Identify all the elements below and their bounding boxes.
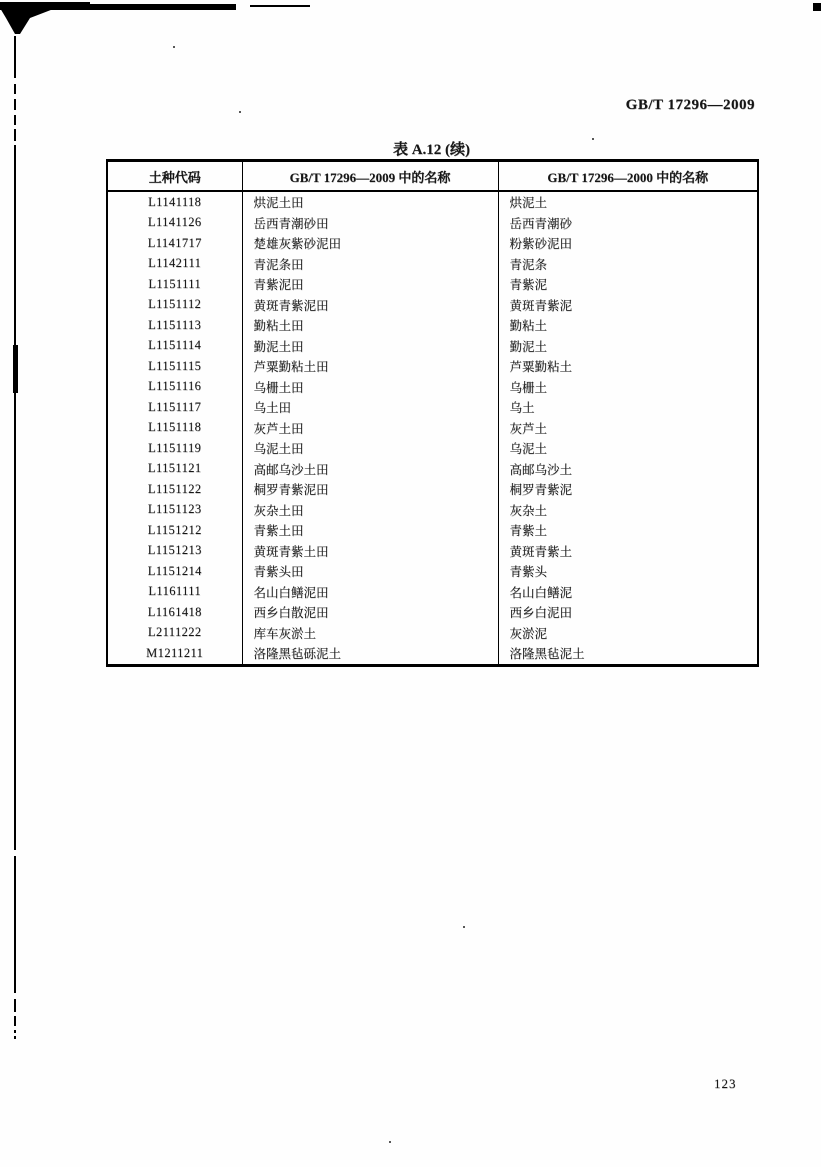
- name-2000-cell: 西乡白泥田: [498, 602, 758, 623]
- standard-code-header: GB/T 17296—2009: [625, 97, 755, 113]
- soil-code-cell: L1141126: [147, 215, 202, 230]
- scan-speck: [463, 926, 465, 928]
- soil-code-cell: L1151119: [148, 440, 202, 455]
- table-title: 表 A.12 (续): [392, 142, 471, 158]
- table-row: [107, 213, 758, 234]
- name-2009-cell: 乌泥土田: [242, 438, 498, 459]
- name-2000-cell: 勤粘土: [498, 315, 758, 336]
- table-row: [107, 397, 758, 418]
- table-row: [107, 479, 758, 500]
- soil-code-cell: L1161418: [147, 604, 202, 619]
- table-row: [107, 377, 758, 398]
- scan-artifact-corner-mark: [813, 3, 821, 11]
- table-row: [107, 295, 758, 316]
- scan-artifact-top-bar-thin: [0, 2, 90, 4]
- scan-artifact-vline: [14, 115, 16, 125]
- soil-code-cell: L1151114: [148, 338, 202, 353]
- scan-speck: [389, 1141, 391, 1143]
- name-2000-cell: 粉紫砂泥田: [498, 233, 758, 254]
- name-2000-cell: 芦粟勤粘土: [498, 356, 758, 377]
- name-2009-cell: 芦粟勤粘土田: [242, 356, 498, 377]
- soil-code-cell: L1142111: [148, 256, 202, 271]
- name-2009-cell: 青紫土田: [242, 520, 498, 541]
- soil-code-cell: L1151212: [147, 522, 202, 537]
- name-2000-cell: 烘泥土: [498, 191, 758, 213]
- name-2000-cell: 洛隆黑毡泥土: [498, 643, 758, 665]
- soil-code-cell: L1151117: [148, 399, 202, 414]
- name-2000-cell: 名山白鳝泥: [498, 582, 758, 603]
- column-header-name-2000: GB/T 17296—2000 中的名称: [498, 161, 758, 192]
- soil-code-cell: L1151112: [148, 297, 202, 312]
- name-2009-cell: 青紫泥田: [242, 274, 498, 295]
- name-2000-cell: 灰杂土: [498, 500, 758, 521]
- soil-code-cell: L1151121: [147, 461, 202, 476]
- name-2009-cell: 勤粘土田: [242, 315, 498, 336]
- name-2009-cell: 西乡白散泥田: [242, 602, 498, 623]
- column-header-soil-code: 土种代码: [107, 161, 242, 192]
- scan-artifact-vline: [14, 1030, 16, 1033]
- scan-artifact-vline: [14, 145, 16, 345]
- name-2000-cell: 乌泥土: [498, 438, 758, 459]
- table-row: [107, 233, 758, 254]
- soil-code-cell: L1141118: [148, 194, 202, 209]
- scan-artifact-vline: [14, 1016, 16, 1026]
- scan-artifact-vline: [14, 84, 16, 94]
- name-2000-cell: 岳西青潮砂: [498, 213, 758, 234]
- name-2009-cell: 岳西青潮砂田: [242, 213, 498, 234]
- scan-artifact-vline: [14, 999, 16, 1012]
- name-2000-cell: 灰芦土: [498, 418, 758, 439]
- name-2009-cell: 高邮乌沙土田: [242, 459, 498, 480]
- soil-code-cell: L1151111: [148, 276, 202, 291]
- table-row: [107, 254, 758, 275]
- name-2009-cell: 勤泥土田: [242, 336, 498, 357]
- name-2000-cell: 乌栅土: [498, 377, 758, 398]
- table-row: [107, 191, 758, 213]
- table-row: [107, 623, 758, 644]
- name-2000-cell: 黄斑青紫泥: [498, 295, 758, 316]
- soil-code-table: [106, 159, 759, 667]
- scan-artifact-vline: [14, 129, 16, 141]
- name-2000-cell: 勤泥土: [498, 336, 758, 357]
- table-header-row: [107, 161, 758, 192]
- page-number: 123: [714, 1076, 737, 1091]
- soil-code-cell: L1151116: [148, 379, 202, 394]
- name-2000-cell: 青紫土: [498, 520, 758, 541]
- name-2009-cell: 烘泥土田: [242, 191, 498, 213]
- soil-code-cell: L1151118: [148, 420, 202, 435]
- scan-artifact-vline: [14, 1036, 16, 1039]
- name-2000-cell: 桐罗青紫泥: [498, 479, 758, 500]
- name-2000-cell: 青紫泥: [498, 274, 758, 295]
- name-2009-cell: 灰杂土田: [242, 500, 498, 521]
- soil-code-cell: L1151123: [147, 502, 202, 517]
- scan-speck: [173, 46, 175, 48]
- scan-artifact-vline: [14, 36, 16, 78]
- scan-artifact-vline-blob: [13, 345, 18, 393]
- name-2009-cell: 黄斑青紫土田: [242, 541, 498, 562]
- soil-code-cell: L1161111: [148, 584, 202, 599]
- table-row: [107, 561, 758, 582]
- name-2009-cell: 青泥条田: [242, 254, 498, 275]
- table-row: [107, 438, 758, 459]
- name-2009-cell: 黄斑青紫泥田: [242, 295, 498, 316]
- scan-artifact-top-dots: [250, 5, 310, 7]
- scan-artifact-vline: [14, 856, 16, 993]
- name-2000-cell: 青泥条: [498, 254, 758, 275]
- column-header-name-2009: GB/T 17296—2009 中的名称: [242, 161, 498, 192]
- table-row: [107, 520, 758, 541]
- table-body: [107, 191, 758, 665]
- table-row: [107, 356, 758, 377]
- name-2009-cell: 乌栅土田: [242, 377, 498, 398]
- name-2009-cell: 库车灰淤土: [242, 623, 498, 644]
- soil-code-cell: L1151113: [148, 317, 202, 332]
- table-row: [107, 643, 758, 665]
- name-2000-cell: 灰淤泥: [498, 623, 758, 644]
- table-row: [107, 336, 758, 357]
- soil-code-cell: M1211211: [146, 645, 204, 660]
- name-2009-cell: 名山白鳝泥田: [242, 582, 498, 603]
- soil-code-cell: L1151214: [147, 563, 202, 578]
- table-row: [107, 459, 758, 480]
- name-2009-cell: 洛隆黑毡砾泥土: [242, 643, 498, 665]
- table-row: [107, 541, 758, 562]
- table-row: [107, 274, 758, 295]
- name-2000-cell: 高邮乌沙土: [498, 459, 758, 480]
- name-2000-cell: 青紫头: [498, 561, 758, 582]
- name-2009-cell: 楚雄灰紫砂泥田: [242, 233, 498, 254]
- scan-artifact-funnel: [0, 8, 70, 42]
- name-2009-cell: 青紫头田: [242, 561, 498, 582]
- name-2000-cell: 黄斑青紫土: [498, 541, 758, 562]
- soil-code-cell: L2111222: [147, 625, 202, 640]
- soil-code-cell: L1151122: [147, 481, 202, 496]
- name-2000-cell: 乌土: [498, 397, 758, 418]
- soil-code-cell: L1151115: [148, 358, 202, 373]
- name-2009-cell: 灰芦土田: [242, 418, 498, 439]
- table-row: [107, 602, 758, 623]
- soil-code-cell: L1151213: [147, 543, 202, 558]
- name-2009-cell: 乌土田: [242, 397, 498, 418]
- scan-artifact-vline: [14, 393, 16, 850]
- soil-code-cell: L1141717: [147, 235, 202, 250]
- table-row: [107, 418, 758, 439]
- table-row: [107, 500, 758, 521]
- table-row: [107, 315, 758, 336]
- name-2009-cell: 桐罗青紫泥田: [242, 479, 498, 500]
- table-row: [107, 582, 758, 603]
